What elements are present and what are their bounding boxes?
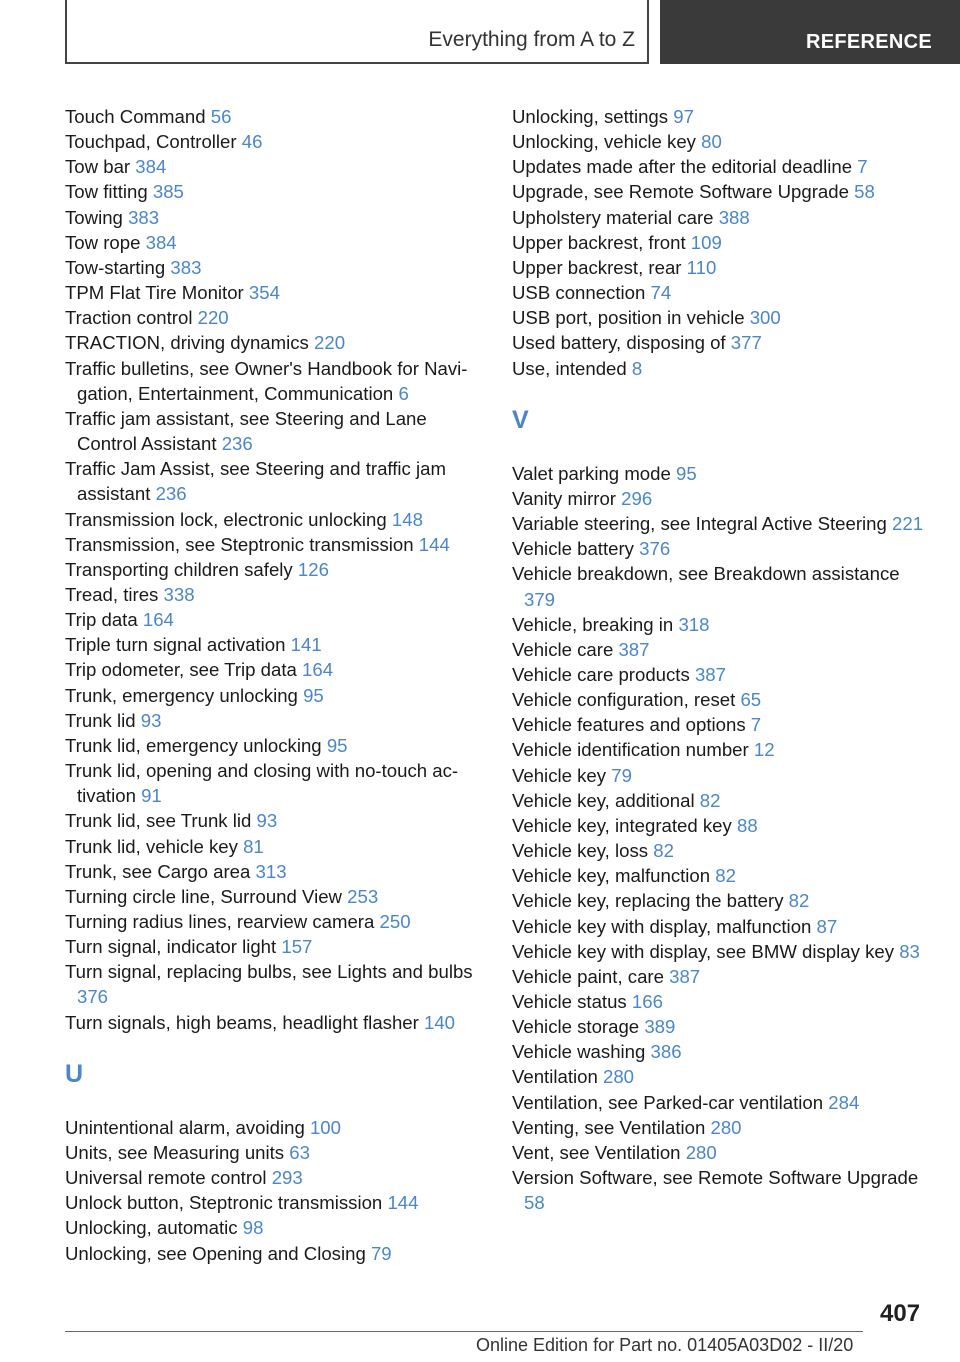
index-entry: [65, 1215, 485, 1240]
entry-term: Traffic Jam Assist, see Steering and traffic jam assistant: [65, 458, 446, 505]
entry-term: Version Software, see Remote Software Upgrade: [512, 1167, 919, 1189]
footer-divider: [65, 1331, 863, 1332]
page-link[interactable]: 384: [145, 231, 177, 253]
page-link[interactable]: 164: [142, 609, 174, 631]
entry-term: Tow fitting: [65, 181, 148, 203]
index-entry: [65, 406, 485, 456]
entry-term: Trunk lid, opening and closing with no-touch activation: [65, 760, 459, 807]
page-link[interactable]: 97: [673, 106, 694, 127]
entry-term: Trip data: [65, 609, 138, 631]
page-link[interactable]: 82: [715, 865, 736, 887]
entry-term: Universal remote control: [65, 1167, 267, 1189]
page-link[interactable]: 12: [753, 739, 775, 761]
entry-term: Tow-starting: [65, 256, 166, 278]
page-link[interactable]: 7: [857, 156, 868, 178]
index-entry: [65, 657, 485, 682]
entry-term: Trunk, emergency unlocking: [65, 684, 298, 706]
header-title: Everything from A to Z: [428, 28, 635, 51]
index-entry: [65, 1241, 485, 1266]
page-link[interactable]: 388: [718, 206, 750, 228]
entry-term: Trunk, see Cargo area: [65, 860, 251, 882]
entry-term: Venting, see Ventilation: [512, 1116, 706, 1138]
page-link[interactable]: 140: [424, 1011, 456, 1033]
entry-term: Units, see Measuring units: [65, 1141, 285, 1163]
entry-term: USB connection: [512, 282, 646, 304]
index-entry: [65, 808, 485, 833]
index-entry: [512, 536, 932, 561]
index-entry: [65, 632, 485, 657]
page-link[interactable]: 8: [631, 357, 643, 379]
index-entry: [65, 305, 485, 330]
page-link[interactable]: 377: [730, 332, 762, 354]
entry-term: Use, intended: [512, 357, 627, 379]
index-entry: [512, 511, 932, 536]
section-letter: V: [512, 406, 529, 435]
index-entry: [512, 1115, 932, 1140]
page-link[interactable]: 58: [524, 1192, 545, 1214]
index-entry: [65, 1010, 485, 1035]
entry-term: Unlocking, settings: [512, 106, 669, 127]
index-entry: [65, 884, 485, 909]
index-entry: [512, 1140, 932, 1165]
page-link[interactable]: 157: [281, 936, 313, 958]
page-link[interactable]: 389: [644, 1016, 676, 1038]
page-link[interactable]: 144: [418, 533, 450, 555]
entry-term: Traffic jam assistant, see Steering and Lane Control Assistant: [65, 407, 427, 455]
page-link[interactable]: 93: [256, 810, 278, 832]
index-entry: [65, 683, 485, 708]
entry-term: Vehicle configuration, reset: [512, 689, 736, 711]
entry-term: Vehicle status: [512, 991, 627, 1012]
index-entry: [65, 532, 485, 557]
entry-term: Vehicle identification number: [512, 739, 749, 761]
entry-term: Vehicle features and options: [512, 714, 746, 736]
index-entry: [512, 305, 932, 330]
index-entry: [65, 758, 485, 808]
page-link[interactable]: 253: [347, 885, 379, 907]
page-link[interactable]: 58: [854, 181, 875, 203]
entry-term: Traffic bulletins, see Owner's Handbook for Navigation, Entertainment, Communication: [65, 357, 468, 404]
index-column-left: [65, 104, 485, 1266]
index-entry: [65, 179, 485, 204]
index-entry: [65, 230, 485, 255]
page-link[interactable]: 280: [710, 1116, 742, 1138]
page-link[interactable]: 95: [326, 734, 348, 756]
entry-term: Triple turn signal activation: [65, 634, 286, 656]
index-entry: [512, 964, 932, 989]
page-link[interactable]: 221: [892, 513, 924, 535]
entry-term: Vehicle key, malfunction: [512, 865, 711, 887]
index-entry: [512, 1165, 932, 1215]
entry-term: Transmission, see Steptronic transmission: [65, 533, 414, 555]
index-entry: [65, 456, 485, 506]
entry-term: TPM Flat Tire Monitor: [65, 282, 244, 304]
page-link[interactable]: 93: [140, 709, 162, 731]
index-entry: [512, 330, 932, 355]
page-link[interactable]: 296: [621, 487, 653, 509]
page-link[interactable]: 109: [690, 231, 722, 253]
index-entry: [512, 888, 932, 913]
index-entry: [65, 356, 485, 406]
page-link[interactable]: 87: [816, 915, 838, 937]
footer-edition: Online Edition for Part no. 01405A03D02 - II/20: [476, 1335, 854, 1355]
index-entry: [65, 1115, 485, 1140]
index-entry: [512, 788, 932, 813]
page-link[interactable]: 83: [899, 940, 920, 962]
page-link[interactable]: 110: [686, 256, 717, 278]
page-link[interactable]: 300: [749, 307, 781, 329]
entry-term: Vehicle breakdown, see Breakdown assistance: [512, 563, 900, 585]
entry-term: Transmission lock, electronic unlocking: [65, 508, 387, 530]
page-link[interactable]: 144: [387, 1192, 419, 1214]
entry-term: Turn signal, indicator light: [65, 936, 277, 958]
entry-term: Vehicle key: [512, 764, 607, 786]
index-entry: [65, 557, 485, 582]
entry-term: Unlocking, see Opening and Closing: [65, 1242, 366, 1264]
index-entry: [512, 129, 932, 154]
index-entry: [512, 939, 932, 964]
entry-term: Vehicle key, replacing the battery: [512, 890, 784, 912]
index-entry: [512, 737, 932, 762]
page-link[interactable]: 166: [631, 991, 663, 1012]
entry-term: Vehicle paint, care: [512, 965, 664, 987]
index-entry: [512, 687, 932, 712]
page-link[interactable]: 141: [290, 634, 322, 656]
entry-term: Upgrade, see Remote Software Upgrade: [512, 181, 849, 203]
entry-term: Touch Command: [65, 106, 206, 127]
entry-term: Used battery, disposing of: [512, 332, 726, 354]
page-link[interactable]: 82: [653, 840, 674, 862]
entry-term: Turn signal, replacing bulbs, see Lights and bulbs: [65, 961, 473, 983]
index-entry: [512, 1014, 932, 1039]
index-entry: [512, 1064, 932, 1089]
page-link[interactable]: 384: [135, 156, 167, 178]
page-link[interactable]: 91: [141, 785, 162, 807]
entry-term: Tread, tires: [65, 583, 159, 605]
page-link[interactable]: 98: [242, 1217, 264, 1239]
entry-term: Vehicle key, additional: [512, 789, 695, 811]
entry-term: Vehicle key with display, malfunction: [512, 915, 812, 937]
index-entry: [65, 507, 485, 532]
index-entry: [65, 154, 485, 179]
index-entry: [512, 763, 932, 788]
page-link[interactable]: 100: [309, 1116, 341, 1138]
index-entry: [512, 712, 932, 737]
entry-term: Trunk lid, see Trunk lid: [65, 810, 252, 832]
index-entry: [65, 1140, 485, 1165]
page-link[interactable]: 387: [694, 663, 726, 685]
entry-term: Tow rope: [65, 231, 141, 253]
entry-term: Vehicle care products: [512, 663, 690, 685]
index-entry: [512, 989, 932, 1014]
entry-term: Vehicle key with display, see BMW display key: [512, 940, 895, 962]
index-entry: [512, 637, 932, 662]
entry-term: Turn signals, high beams, headlight flasher: [65, 1011, 419, 1033]
index-entry: [65, 104, 485, 129]
page-link[interactable]: 95: [303, 684, 324, 706]
entry-term: Valet parking mode: [512, 462, 671, 484]
index-entry: [65, 330, 485, 355]
page-link[interactable]: 6: [398, 382, 409, 404]
entry-term: Ventilation: [512, 1066, 598, 1088]
header-title-box: [65, 0, 649, 64]
page-link[interactable]: 376: [77, 986, 109, 1008]
index-entry: [512, 561, 932, 611]
index-entry: [512, 280, 932, 305]
page-link[interactable]: 280: [685, 1141, 717, 1163]
index-entry: [65, 733, 485, 758]
section-letter: U: [65, 1060, 84, 1089]
page-link[interactable]: 293: [271, 1167, 303, 1189]
page-link[interactable]: 220: [197, 307, 229, 329]
index-entry: [512, 461, 932, 486]
index-entry: [65, 708, 485, 733]
entry-term: Touchpad, Controller: [65, 131, 237, 153]
header-section-box: [660, 0, 960, 64]
entry-term: Turning radius lines, rearview camera: [65, 911, 375, 932]
entry-term: Unlocking, vehicle key: [512, 131, 696, 153]
page-link[interactable]: 236: [221, 433, 253, 455]
entry-term: Trunk lid, vehicle key: [65, 835, 238, 857]
entry-term: Upper backrest, rear: [512, 256, 682, 278]
entry-term: Turning circle line, Surround View: [65, 885, 342, 907]
index-entry: [512, 486, 932, 511]
page-link[interactable]: 79: [611, 764, 632, 786]
index-entry: [65, 1165, 485, 1190]
entry-term: Tow bar: [65, 156, 131, 178]
page-link[interactable]: 354: [248, 282, 280, 304]
index-entry: [65, 959, 485, 1009]
page-link[interactable]: 126: [297, 558, 329, 580]
index-column-right: [512, 104, 932, 1215]
index-entry: [512, 1090, 932, 1115]
page-link[interactable]: 383: [170, 256, 202, 278]
entry-term: Vehicle key, integrated key: [512, 814, 732, 836]
index-entry: [65, 582, 485, 607]
index-entry: [512, 255, 932, 280]
header-section: REFERENCE: [806, 31, 933, 53]
index-entry: [65, 909, 485, 934]
entry-term: Vehicle care: [512, 638, 614, 660]
entry-term: Vent, see Ventilation: [512, 1141, 681, 1163]
entry-term: Vehicle, breaking in: [512, 613, 674, 635]
index-entry: [512, 813, 932, 838]
index-entry: [512, 205, 932, 230]
index-entry: [512, 662, 932, 687]
page-link[interactable]: 338: [163, 583, 195, 605]
page-link[interactable]: 313: [255, 860, 287, 882]
page-link[interactable]: 79: [370, 1242, 392, 1264]
entry-term: Unlocking, automatic: [65, 1217, 238, 1239]
entry-term: Trunk lid: [65, 709, 136, 731]
index-entry: [65, 129, 485, 154]
page-link[interactable]: 383: [128, 206, 160, 228]
index-entry: [512, 914, 932, 939]
page-link[interactable]: 236: [155, 483, 187, 505]
index-entry: [65, 607, 485, 632]
entry-term: Transporting children safely: [65, 558, 293, 580]
index-entry: [65, 1190, 485, 1215]
page-link[interactable]: 284: [828, 1091, 860, 1113]
page-link[interactable]: 385: [152, 181, 184, 203]
entry-term: Upholstery material care: [512, 206, 714, 228]
entry-term: USB port, position in vehicle: [512, 307, 745, 329]
page-link[interactable]: 82: [699, 789, 721, 811]
page-link[interactable]: 376: [639, 538, 671, 560]
entry-term: Upper backrest, front: [512, 231, 686, 253]
page-number: 407: [880, 1300, 921, 1327]
entry-term: Vehicle storage: [512, 1016, 640, 1038]
index-entry: [65, 205, 485, 230]
entry-term: Trunk lid, emergency unlocking: [65, 734, 322, 756]
page-link[interactable]: 7: [750, 714, 762, 736]
page-link[interactable]: 65: [740, 689, 762, 711]
page-link[interactable]: 387: [618, 638, 650, 660]
page-link[interactable]: 95: [676, 462, 697, 484]
entry-term: Variable steering, see Integral Active Steering: [512, 513, 887, 535]
page-link[interactable]: 63: [289, 1141, 310, 1163]
entry-term: Vehicle key, loss: [512, 840, 649, 862]
index-entry: [65, 859, 485, 884]
page-link[interactable]: 387: [669, 965, 701, 987]
entry-term: Trip odometer, see Trip data: [65, 659, 297, 681]
page-link[interactable]: 164: [302, 659, 334, 681]
page-link[interactable]: 81: [243, 835, 264, 857]
index-entry: [512, 838, 932, 863]
page-link[interactable]: 379: [524, 588, 556, 610]
index-entry: [512, 1039, 932, 1064]
index-entry: [65, 834, 485, 859]
page-link[interactable]: 148: [391, 508, 423, 530]
entry-term: TRACTION, driving dynamics: [65, 332, 309, 354]
index-entry: [65, 280, 485, 305]
entry-term: Unintentional alarm, avoiding: [65, 1116, 305, 1138]
index-entry: [512, 154, 932, 179]
page-link[interactable]: 82: [788, 890, 810, 912]
entry-term: Vehicle washing: [512, 1041, 646, 1063]
entry-term: Towing: [65, 206, 123, 228]
page-link[interactable]: 280: [602, 1066, 635, 1088]
index-entry: [512, 356, 932, 381]
index-entry: [65, 934, 485, 959]
page-link[interactable]: 220: [314, 332, 346, 354]
page-link[interactable]: 74: [650, 282, 672, 304]
entry-term: Ventilation, see Parked-car ventilation: [512, 1091, 824, 1113]
page-link[interactable]: 88: [736, 814, 758, 836]
index-entry: [512, 179, 932, 204]
entry-term: Unlock button, Steptronic transmission: [65, 1192, 383, 1214]
entry-term: Vehicle battery: [512, 538, 634, 560]
index-entry: [512, 230, 932, 255]
index-entry: [512, 612, 932, 637]
index-entry: [65, 255, 485, 280]
page-link[interactable]: 80: [701, 131, 722, 153]
entry-term: Vanity mirror: [512, 487, 616, 509]
page-link[interactable]: 250: [379, 911, 411, 932]
page-link[interactable]: 318: [678, 613, 710, 635]
page-link[interactable]: 56: [210, 106, 232, 127]
index-entry: [512, 863, 932, 888]
page-link[interactable]: 46: [241, 131, 263, 153]
page-link[interactable]: 386: [650, 1041, 682, 1063]
entry-term: Updates made after the editorial deadline: [512, 156, 853, 178]
index-entry: [512, 104, 932, 129]
entry-term: Traction control: [65, 307, 193, 329]
